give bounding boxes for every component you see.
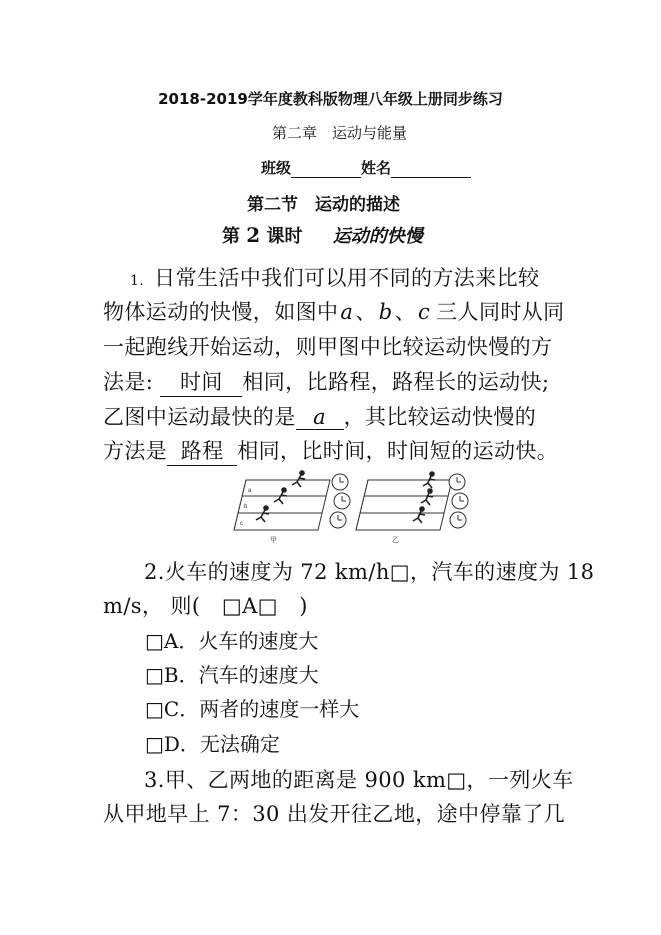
q1-line-2 xyxy=(103,296,565,326)
section-title: 第二节 运动的描述 xyxy=(247,195,400,215)
q2-line-2: m/s， 则( □A□ ) xyxy=(103,594,308,618)
lesson-number: 2 xyxy=(246,223,261,247)
var-a: a xyxy=(340,300,354,324)
q1-line2-rest: 三人同时从同 xyxy=(436,300,565,324)
q2-option-c: □C．两者的速度一样大 xyxy=(145,697,360,721)
q1-line5-rest: ，其比较运动快慢的 xyxy=(343,405,537,429)
name-label: 姓名 xyxy=(361,159,392,177)
q1-line-1 xyxy=(130,262,539,292)
q1-line4-text: 法是: xyxy=(103,370,154,394)
q1-number: 1. xyxy=(130,273,145,289)
sep-2: 、 xyxy=(394,300,416,324)
q1-line-5 xyxy=(103,401,536,431)
class-blank xyxy=(291,159,361,178)
var-c: c xyxy=(417,300,431,324)
figure-label-left: 甲 xyxy=(270,537,277,544)
lesson-title xyxy=(222,222,423,248)
q1-line6-text: 方法是 xyxy=(103,439,168,463)
lane-label-a: a xyxy=(248,488,252,494)
lesson-topic: 运动的快慢 xyxy=(332,226,423,247)
q1-line-3: 一起跑线开始运动，则甲图中比较运动快慢的方 xyxy=(103,335,553,359)
q1-line5-text: 乙图中运动最快的是 xyxy=(103,405,296,429)
q3-line-2: 从甲地早上 7：30 出发开往乙地，途中停靠了几 xyxy=(103,802,566,826)
figure-panel-right xyxy=(356,480,452,530)
q1-line-4 xyxy=(103,366,549,397)
q1-line-6 xyxy=(103,435,558,466)
q1-line2-text: 物体运动的快慢，如图中 xyxy=(103,300,339,324)
q3-line-1: 3.甲、乙两地的距离是 900 km□，一列火车 xyxy=(144,768,574,792)
sep-1: 、 xyxy=(355,300,377,324)
chapter-title: 第二章 运动与能量 xyxy=(272,124,408,142)
answer-blank-2: a xyxy=(296,405,344,430)
lane-label-c: c xyxy=(240,521,243,527)
q2-line-1: 2.火车的速度为 72 km/h□，汽车的速度为 18 xyxy=(144,560,595,584)
class-name-row xyxy=(261,157,471,178)
lesson-suffix: 课时 xyxy=(266,226,303,247)
running-figure xyxy=(232,468,472,546)
clock-icon xyxy=(449,474,468,528)
q1-line6-rest: 相同，比时间，时间短的运动快。 xyxy=(237,439,559,463)
lane-label-b: b xyxy=(244,504,248,510)
lesson-prefix: 第 xyxy=(222,226,240,247)
figure-label-right: 乙 xyxy=(392,537,399,544)
q1-line1-text: 日常生活中我们可以用不同的方法来比较 xyxy=(154,266,540,290)
var-b: b xyxy=(378,300,393,324)
worksheet-title: 2018-2019学年度教科版物理八年级上册同步练习 xyxy=(158,90,503,108)
class-label: 班级 xyxy=(261,159,292,177)
q1-line4-rest: 相同，比路程，路程长的运动快; xyxy=(242,370,550,394)
name-blank xyxy=(391,159,471,178)
q2-option-b: □B．汽车的速度大 xyxy=(145,663,319,687)
clock-icon xyxy=(330,474,350,528)
q2-option-d: □D．无法确定 xyxy=(145,732,280,756)
q2-option-a: □A．火车的速度大 xyxy=(145,629,319,653)
answer-blank-1: 时间 xyxy=(160,366,242,397)
answer-blank-3: 路程 xyxy=(167,435,237,466)
